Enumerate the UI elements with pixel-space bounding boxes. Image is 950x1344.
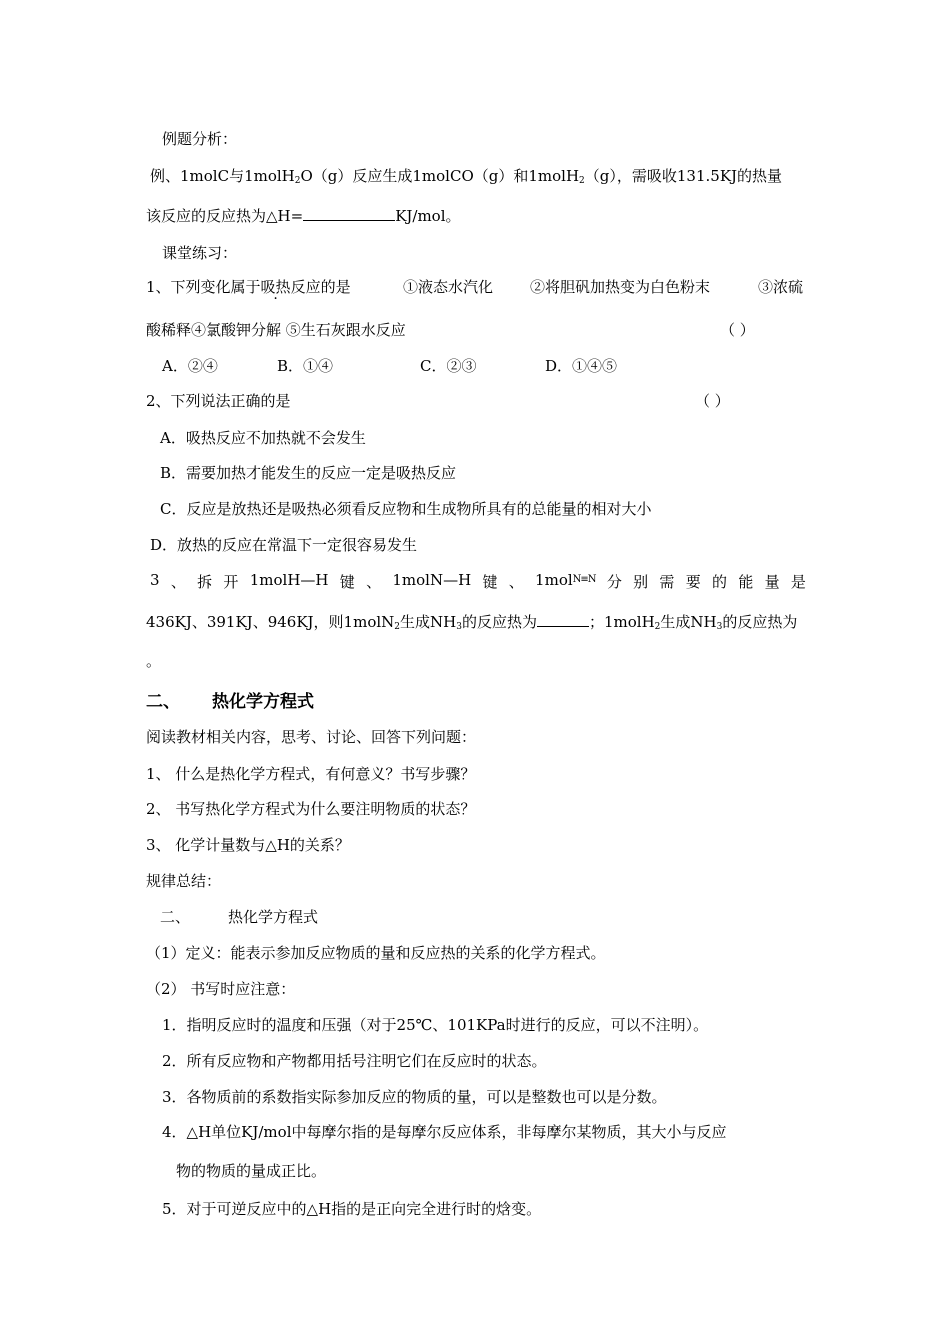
note-4: 4．△H单位KJ/mol中每摩尔指的是每摩尔反应体系，非每摩尔某物质，其大小与反应	[162, 1123, 727, 1141]
summary-title: 热化学方程式	[228, 908, 319, 926]
note-1: 1．指明反应时的温度和压强（对于25℃、101KPa时进行的反应，可以不注明）。	[162, 1016, 709, 1034]
summary-heading: 规律总结：	[146, 872, 222, 890]
example-line-1: 例、1molC与1molH$_2$O（g）反应生成1molCO（g）和1molH$_2$（g），需吸收131.5KJ的热量	[150, 167, 783, 186]
practice-heading: 课堂练习：	[162, 244, 238, 262]
answer-blank[interactable]	[303, 206, 395, 221]
definition: （1）定义：能表示参加反应物质的量和反应热的关系的化学方程式。	[146, 944, 606, 962]
section-number: 二、	[146, 692, 180, 712]
q1-option-3: ③浓硫	[758, 278, 804, 296]
q3-line-3: 。	[146, 652, 162, 670]
q1-answer-paren[interactable]: （ ）	[720, 321, 755, 339]
question-2: 2、 书写热化学方程式为什么要注明物质的状态？	[146, 800, 476, 818]
q1-choice-c[interactable]: C．②③	[420, 357, 477, 375]
q1-line-2: 酸稀释④氯酸钾分解 ⑤生石灰跟水反应	[146, 321, 406, 339]
answer-blank[interactable]	[537, 612, 589, 627]
question-3: 3、 化学计量数与△H的关系？	[146, 836, 350, 854]
example-heading: 例题分析：	[162, 130, 238, 148]
q2-choice-b[interactable]: B．需要加热才能发生的反应一定是吸热反应	[160, 464, 457, 482]
note-3: 3．各物质前的系数指实际参加反应的物质的量，可以是整数也可以是分数。	[162, 1088, 667, 1106]
q1-option-2: ②将胆矾加热变为白色粉末	[530, 278, 711, 296]
q1-choice-b[interactable]: B．①④	[277, 357, 334, 375]
triple-bond-glyph: N≡N	[572, 574, 596, 585]
note-5: 5．对于可逆反应中的△H指的是正向完全进行时的焓变。	[162, 1200, 542, 1218]
reading-instructions: 阅读教材相关内容，思考、讨论、回答下列问题：	[146, 728, 477, 746]
summary-number: 二、	[160, 908, 191, 926]
note-4-continued: 物的物质的量成正比。	[176, 1162, 327, 1180]
q3-line-2: 436KJ、391KJ、946KJ，则1molN$_2$生成$NH_3$的反应热为 ；1molH$_2$生成$NH_3$的反应热为	[146, 613, 798, 632]
q1-choice-d[interactable]: D．①④⑤	[545, 357, 618, 375]
example-line-2: 该反应的反应热为△H= KJ/mol。	[146, 207, 461, 225]
note-2: 2．所有反应物和产物都用括号注明它们在反应时的状态。	[162, 1052, 547, 1070]
q2-stem: 2、下列说法正确的是	[146, 392, 291, 410]
q1-stem: 1、下列变化属于吸热反应的是	[146, 278, 351, 296]
q2-choice-a[interactable]: A．吸热反应不加热就不会发生	[160, 429, 366, 447]
q2-choice-d[interactable]: D．放热的反应在常温下一定很容易发生	[150, 536, 418, 554]
q2-choice-c[interactable]: C．反应是放热还是吸热必须看反应物和生成物所具有的总能量的相对大小	[160, 500, 652, 518]
section-title: 热化学方程式	[212, 692, 314, 712]
q3-line-1: 3 、 拆 开 1molH—H 键 、 1molN—H 键 、 1molN≡N 分 别 需 要 的 能 量 是	[150, 571, 806, 591]
q1-choice-a[interactable]: A．②④	[162, 357, 218, 375]
q2-answer-paren[interactable]: （ ）	[695, 392, 730, 410]
q1-option-1: ①液态水汽化	[403, 278, 494, 296]
notes-heading: （2） 书写时应注意：	[146, 980, 296, 998]
question-1: 1、 什么是热化学方程式，有何意义？书写步骤？	[146, 765, 476, 783]
